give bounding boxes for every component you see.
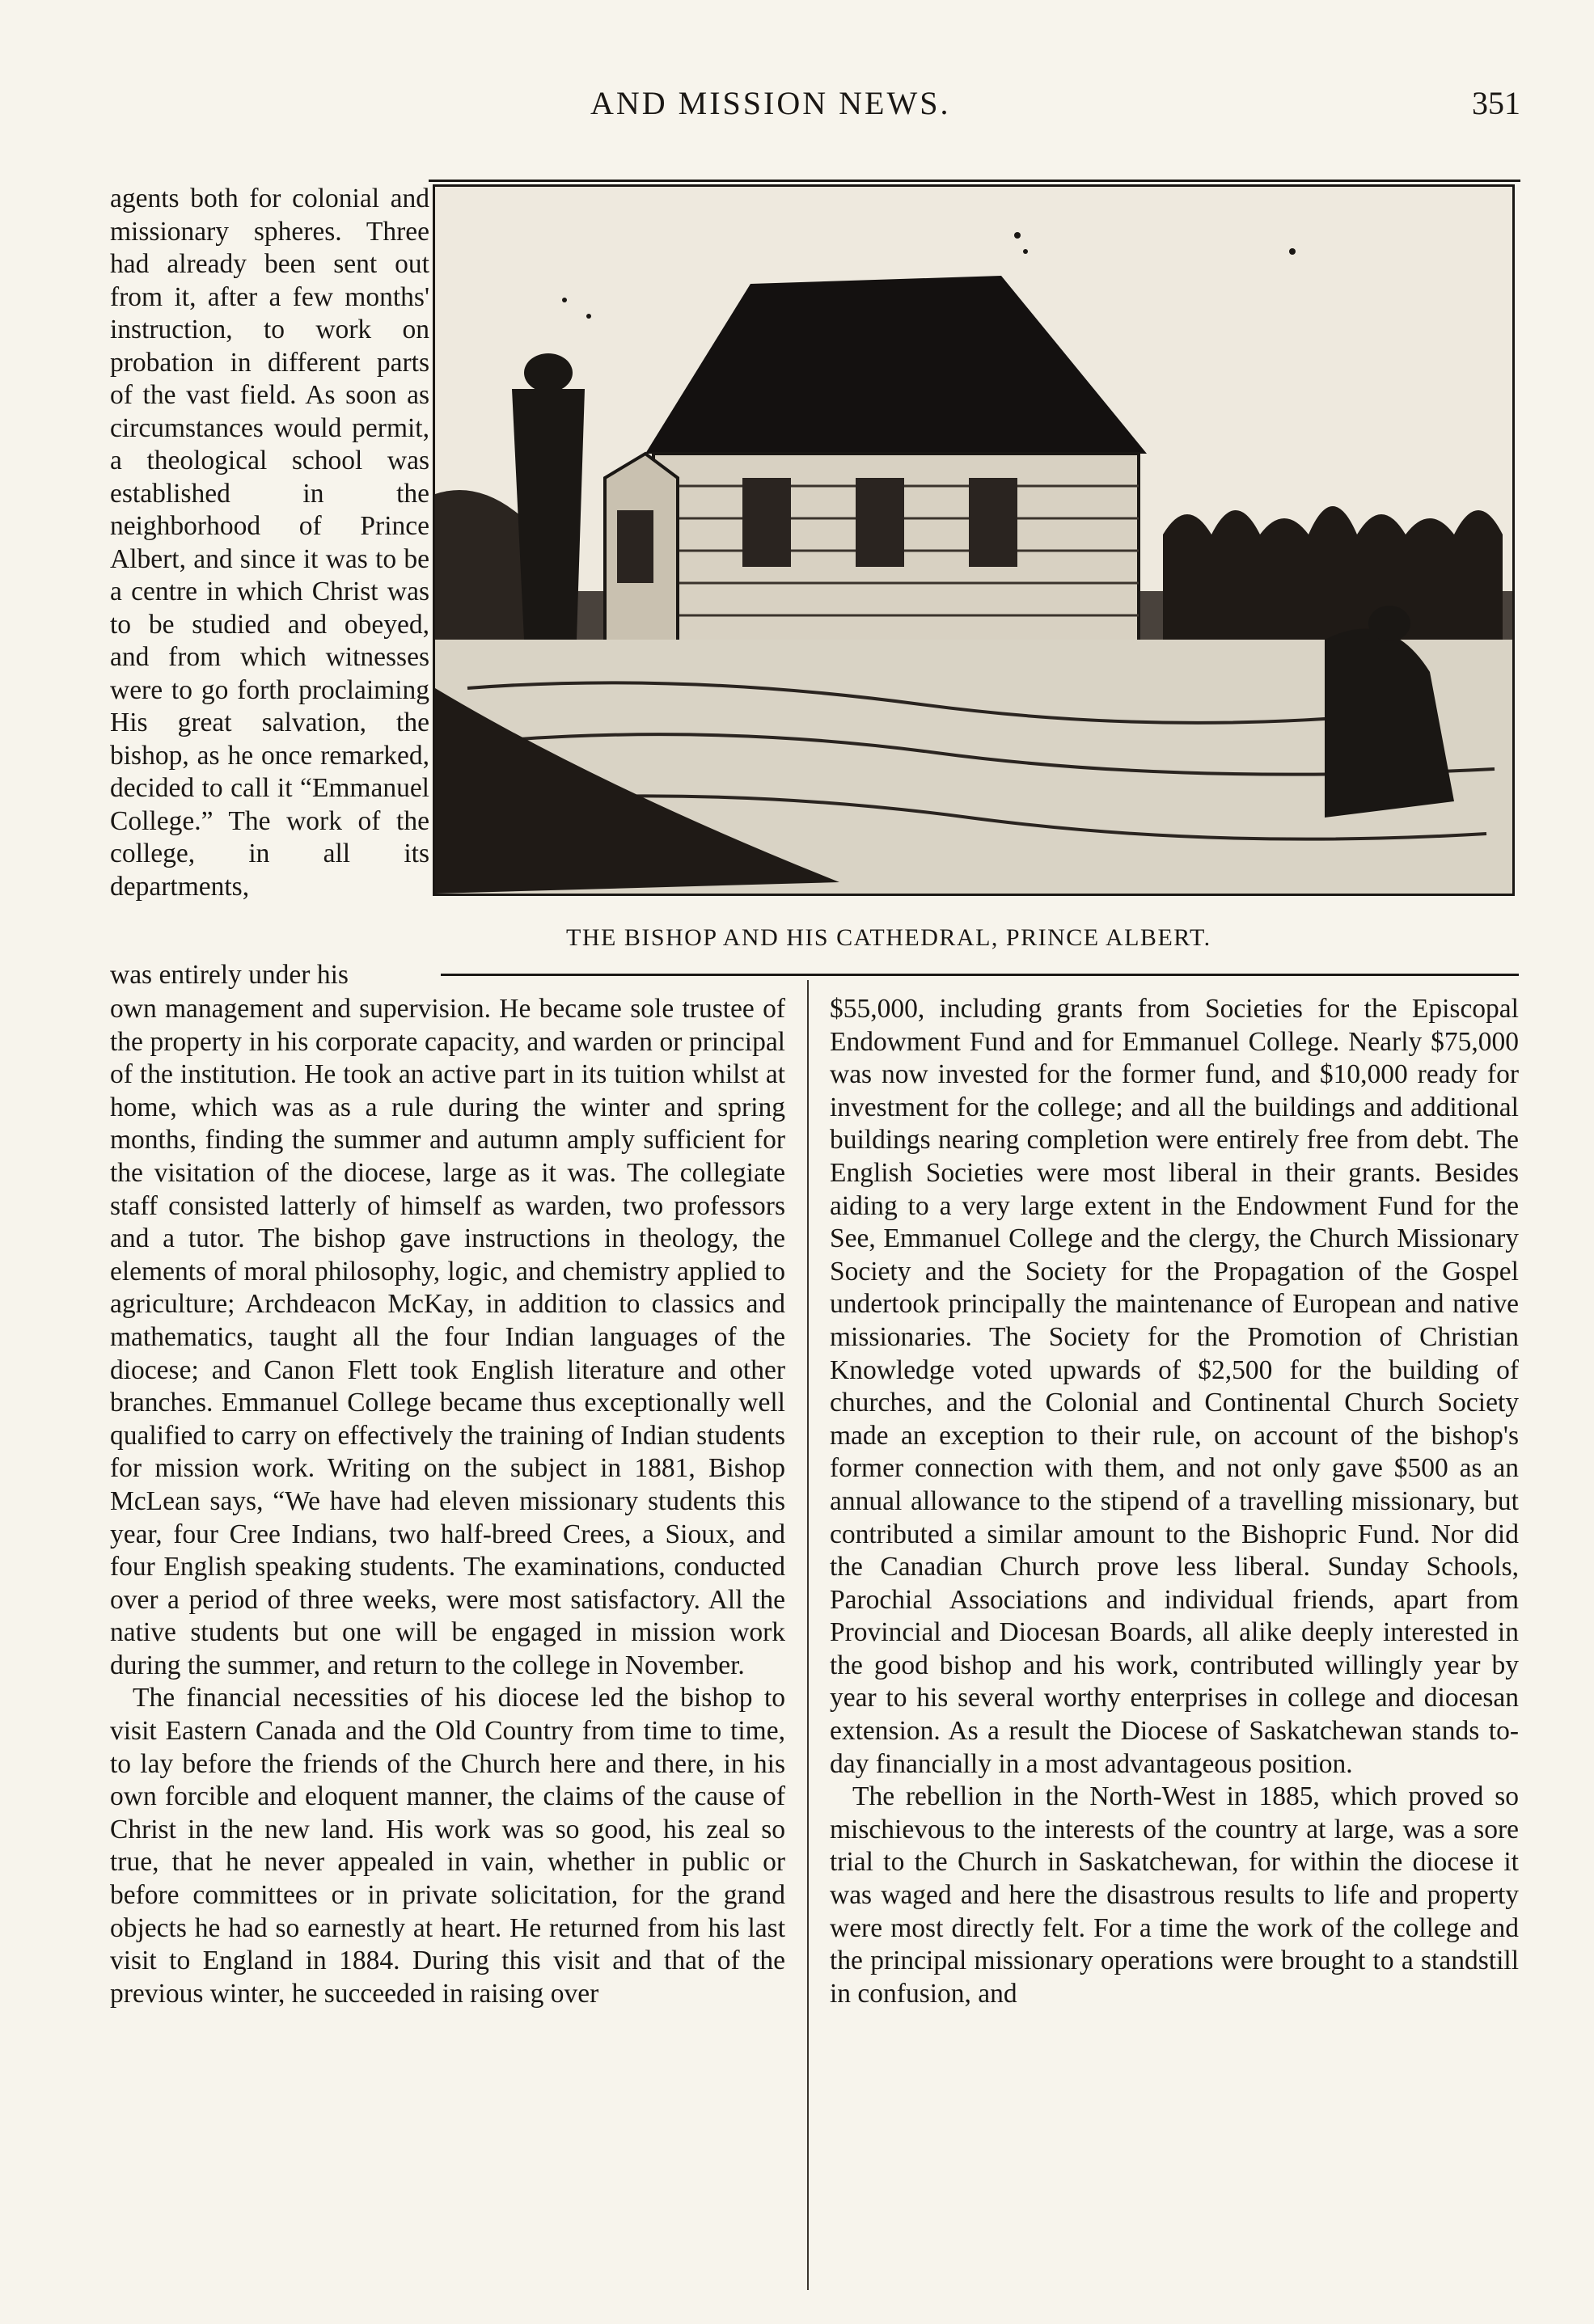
right-column [830,993,1519,2010]
header-title: AND MISSION NEWS. [590,85,951,121]
figure-caption: THE BISHOP AND HIS CATHEDRAL, PRINCE ALBERT. [566,924,1211,951]
running-header [105,84,1520,133]
top-rule [429,180,1520,182]
paragraph: own management and supervision. He became sole trustee of the property in his corporate capacity, and warden or principal of the institution. He took an active part in its tuition whilst at home, which was as a rule during the winter and spring months, finding the summer and autumn amply sufficient for the visitation of the diocese, large as it was. The collegiate staff consisted latterly of himself as warden, two professors and a tutor. The bishop gave instructions in theology, the elements of moral philosophy, logic, and chemistry applied to agriculture; Archdeacon McKay, in addition to classics and mathematics, taught all the four Indian languages of the diocese; and Canon Flett took English literature and other branches. Emmanuel College became thus exceptionally well qualified to carry on effectively the training of Indian students for mission work. Writing on the subject in 1881, Bishop McLean says, “We have had eleven missionary students this year, four Cree Indians, two half-breed Crees, a Sioux, and four English speaking students. The examinations, conducted over a period of three weeks, were most satisfactory. All the native students but one will be engaged in mission work during the summer, and return to the college in November. [110,994,785,1680]
paragraph: $55,000, including grants from Societies for the Episcopal Endowment Fund and for Emmanuel College. Nearly $75,000 was now invested for the former fund, and $10,000 ready for investment for the college; and all the buildings and additional buildings nearing completion were entirely free from debt. The English Societies were most liberal in their grants. Besides aiding to a very large extent in the Endowment Fund for the See, Emmanuel College and the clergy, the Church Missionary Society and the Society for the Propagation of the Gospel undertook principally the maintenance of European and native missionaries. The Society for the Promotion of Christian Knowledge voted upwards of $2,500 for the building of churches, and the Colonial and Continental Church Society made an exception to their rule, on account of the bishop's former connection with them, and not only gave $500 as an annual allowance to the stipend of a travelling missionary, but contributed a similar amount to the Bishopric Fund. Nor did the Canadian Church prove less liberal. Sunday Schools, Parochial Associations and individual friends, apart from Provincial and Diocesan Boards, all alike deeply interested in the good bishop and his work, contributed willingly year by year to his several worthy enterprises in college and diocesan extension. As a result the Diocese of Saskatchewan stands to-day financially in a most advantageous position. [830,994,1519,1779]
paragraph: The financial necessities of his diocese led the bishop to visit Eastern Canada and the Old Country from time to time, to lay before the friends of the Church here and there, in his own forcible and eloquent manner, the claims of the cause of Christ in the new land. His work was so good, his zeal so true, that he never appealed in vain, whether in public or before committees or in private solicitation, for the grand objects he had so earnestly at heart. He returned from his last visit to England in 1884. During this visit and that of the previous winter, he succeeded in raising over [110,1683,785,2009]
column-divider [807,980,809,2290]
wrap-text-tail: was entirely under his [110,960,349,990]
wrap-text-column [110,183,429,903]
left-column [110,993,785,2010]
cathedral-illustration [433,184,1515,896]
page-number: 351 [1472,85,1520,121]
engraving-drawing [435,187,1512,894]
wrap-paragraph: agents both for colonial and missionary spheres. Three had already been sent out from it, after a few months' instruction, to work on probation in different parts of the vast field. As soon as circumstances would permit, a theological school was established in the neighborhood of Prince Albert, and since it was to be a centre in which Christ was to be studied and obeyed, and from which witnesses were to go forth proclaiming His great salvation, the bishop, as he once remarked, decided to call it “Emmanuel College.” The work of the college, in all its departments, [110,184,429,902]
paragraph: The rebellion in the North-West in 1885, which proved so mischievous to the interests of the country at large, was a sore trial to the Church in Saskatchewan, for within the diocese it was waged and here the disastrous results to life and property were most directly felt. For a time the work of the college and the principal missionary operations were brought to a standstill in confusion, and [830,1781,1519,2009]
caption-rule [441,974,1519,976]
